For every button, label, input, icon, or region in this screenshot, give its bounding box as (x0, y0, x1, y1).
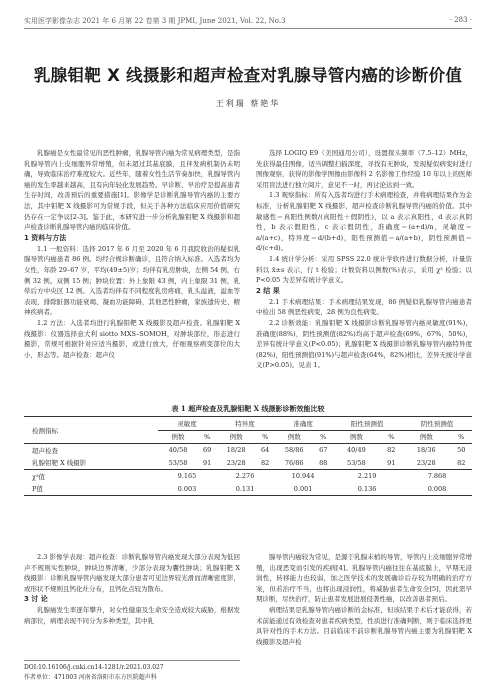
table-cell: 0.008 (402, 483, 472, 496)
intro-paragraph: 乳腺癌是女性最常见的恶性肿瘤，乳腺导管内癌为常见病理类型，是指乳腺导管内上皮细胞异常增殖，但未超过其基底膜，且伴发病机制仍未明确，导致临床治疗难度较大。近些年，随着女性生活节奏加快，乳腺导管内癌的发生率越来越高，且有向年轻化发展趋势。早诊断、早治疗是提高患者生存时间，改善预后的重要措施[1]。影像学是诊断乳腺导管内癌的主要方法，其中钼靶 X 线摄影可为常规手段，但关于各种方法临床应用价值研究仍存在一定争议[2-3]。鉴于此，本研究进一步分析乳腺钼靶 X 线摄影和超声检查诊断乳腺导管内癌的临床价值。 (24, 149, 240, 232)
subheader: 例数 (158, 430, 198, 444)
subheader: 例数 (402, 430, 450, 444)
table-cell: 58/86 (284, 446, 304, 455)
table-cell: 0.001 (274, 483, 332, 496)
pathology-result-paragraph: 2.1 手术病理结果：手术病理结果发现，86 例疑似乳腺导管内癌患者中检出 58 例恶性病变，28 例为良性病变。 (256, 297, 472, 317)
observation-paragraph: 1.3 观察指标：所有入选者均进行手术病理检查，并将病理结果作为金标准，分析乳腺钼靶 X 线摄影，超声检查诊断乳腺导管内癌的价值。其中敏感性＝真阳性例数/(真阳性＋假阴性)，以 a 表示真阳性，d 表示真阴性，b 表示假阳性，c 表示假阴性，准确度＝(a+d)/n，灵敏度＝a/(a+c)，特异度＝d/(b+d)，阳性预测值＝a/(a+b)，阴性预测值＝d/(c+d)。 (256, 191, 472, 253)
subheader: 例数 (332, 430, 380, 444)
table-cell: 76/86 (274, 457, 314, 470)
subheader: % (450, 430, 472, 444)
table-cell: 23/28 (402, 457, 450, 470)
page-number: · 283 · (449, 16, 472, 24)
table-cell: 40/58 (168, 446, 188, 455)
group-header: 阳性预测值 (332, 417, 402, 431)
section-heading-discussion: 3 讨 论 (24, 595, 48, 604)
article-title: 乳腺钼靶 X 线摄影和超声检查对乳腺导管内癌的诊断价值 (33, 66, 463, 85)
row-label: P值 (24, 483, 158, 496)
efficacy-paragraph: 2.2 诊断效能：乳腺钼靶 X 线摄影诊断乳腺导管内癌灵敏度(91%)，准确度(88%)，阴性预测值(82%)均高于超声检查(69%，67%，50%)，差异有统计学意义(P<0.05)；乳腺钼靶 X 线摄影诊断乳腺导管内癌特异度(82%)，阳性预测值(91%)与超声检查(64%，82%)相比，差异无统计学意义(P>0.05)。见表 1。 (256, 318, 472, 370)
footnote (24, 660, 240, 683)
table-row (24, 444, 472, 457)
table-cell: 50 (457, 446, 466, 455)
table-cell: 82 (387, 446, 396, 455)
table-cell: 64 (261, 446, 270, 455)
table-cell: 82 (256, 457, 274, 470)
discussion-paragraph: 乳腺癌发生率逐年攀升，对女性健康及生命安全造成较大威胁，根据发病部位，病理表现不同分为多种类型，其中乳 (24, 606, 240, 625)
row-label: 超声检查 (32, 446, 58, 455)
subheader: 例数 (274, 430, 314, 444)
group-header: 灵敏度 (158, 417, 216, 431)
row-header: 检测指标 (24, 417, 158, 444)
body-column-right-top (256, 148, 472, 386)
body-column-left-bottom (24, 552, 240, 662)
table-cell: 0.003 (158, 483, 216, 496)
table-cell: 67 (319, 446, 328, 455)
subheader: 例数 (216, 430, 256, 444)
affiliation: 作者单位：471003 河南省洛阳市东方医院超声科 (24, 674, 157, 681)
row-label: 乳腺钼靶 X 线摄影 (24, 457, 158, 470)
subheader: % (381, 430, 402, 444)
efficacy-table (24, 416, 472, 496)
table-cell: 0.131 (216, 483, 274, 496)
table-cell: 53/58 (332, 457, 380, 470)
table-cell: 2.276 (235, 472, 255, 481)
table-cell: 53/58 (158, 457, 198, 470)
table-caption: 表 1 超声检查及乳腺钼靶 X 线摄影诊断效能比较 (171, 404, 325, 413)
group-header: 阴性预测值 (402, 417, 472, 431)
section-heading-results: 2 结 果 (256, 286, 280, 295)
table-row (24, 470, 472, 483)
table-row (24, 457, 472, 470)
body-column-right-bottom (256, 552, 472, 680)
doi: DOI:10.16106/j.cnki.cn14-1281/r.2021.03.027 (24, 664, 164, 671)
table-cell: 18/28 (226, 446, 246, 455)
table-cell: 91 (381, 457, 402, 470)
methods-paragraph: 1.2 方法：入选者均进行乳腺钼靶 X 线摄影及超声检查。乳腺钼靶 X 线摄影：仪器选择意大利 siotto MXS–SOMOH，对肿块部位，形态进行摄影，常规可根据针对应适当摄影，或进行放大，仔细观察病变部位的大小，形态等。超声检查：超声仪 (24, 318, 240, 359)
table-cell: 88 (314, 457, 332, 470)
general-data-paragraph: 1.1 一般资料：选择 2017 年 6 月至 2020 年 6 月我院收治的疑似乳腺导管内癌患者 86 例。均经合规诊断确诊，且符合纳入标准。入选者均为女性，年龄 29–67 岁，平均(49±5)岁；均伴有乳房肿块，左侧 54 例，右侧 32 例。双侧 15 例；肿块位置：外上象限 43 例，内上象限 31 例，乳晕后方中央区 12 例。入选者均伴有不同程度乳房疼痛，乳头溢液，溢血等表现，排除脏器功能衰竭、凝血功能障碍，其他恶性肿瘤，家族遗传史、精神疾病者。 (24, 244, 240, 317)
subheader: % (198, 430, 216, 444)
table-cell: 69 (202, 446, 212, 455)
table-cell: 9.165 (177, 472, 197, 481)
table-cell: 82 (450, 457, 472, 470)
table-cell: 40/49 (347, 446, 366, 455)
table-cell: 2.219 (357, 472, 377, 481)
table-row (24, 483, 472, 496)
table-cell: 18/36 (416, 446, 436, 455)
section-heading-methods: 1 资料与方法 (24, 233, 67, 242)
group-header: 准确度 (274, 417, 332, 431)
table-cell: 0.136 (332, 483, 402, 496)
table-cell: 23/28 (216, 457, 256, 470)
imaging-paragraph: 2.3 影像学表现：超声检查：诊断乳腺导管内癌发现大部分表现为低回声不规则实性肿块，肿块边界清晰，少部分表现为囊性肿块；乳腺钼靶 X 线摄影：诊断乳腺导管内癌发现大部分患者可见边界较光滑而清晰密度影，或形状不规则且钙化灶分布，且钙化点较为散布。 (24, 553, 240, 593)
row-label: χ²值 (32, 472, 46, 481)
running-header (24, 14, 472, 29)
table-cell: 10.944 (291, 472, 315, 481)
group-header: 特异度 (216, 417, 274, 431)
discussion-cont-paragraph: 腺导管内癌较为常见，是源于乳腺末梢的导管，导管内上皮细胞异常增殖，出现恶变而引发的疾病[4]。乳腺导管内癌往往在基底膜上，早期无浸润性，转移能力也较弱，加之医学技术的发展确诊后存较为明确的治疗方案，但若治疗不当，也将出现浸润性，将威胁患者生命安全[5]，因此需早期诊断，尽快治疗，防止患者发展进展侵袭性癌，以改善患者预后。 (256, 553, 472, 604)
author-list: 王利瑞 蔡艳华 (215, 99, 281, 108)
subheader: % (314, 430, 332, 444)
subheader: % (256, 430, 274, 444)
table-cell: 91 (198, 457, 216, 470)
discussion-paragraph-2: 病理结果是乳腺导管内癌诊断的金标准，但该结果手术后才能获得，若术前能通过有效检查对患者疾病类型，性质进行准确判断，则于临床选择更具针对性的手术方法。目前临床不前诊断乳腺导管内癌主要为乳腺钼靶 X 线摄影及超声检 (256, 605, 472, 646)
methods-cont-paragraph: 选择 LOGIQ E9（美国通用公司），设置探头频率（7.5–12）MHz，先获得最佳图像，适当调整扫描深度，寻找有无肿块，发现疑似病变时进行图像观察，获得的影像学图像由影像科 2 名影像工作经验 10 年以上的医师采用盲法进行独立阅片，意见不一时，再讨论达到一致。 (256, 149, 472, 189)
table-cell: 7.868 (427, 472, 447, 481)
body-column-left-top (24, 148, 240, 386)
journal-info: 实用医学影像杂志 2021 年 6 月第 22 卷第 3 期 JPMI, June 2021, Vol. 22, No.3 (24, 17, 286, 25)
statistics-paragraph: 1.4 统计学分析：采用 SPSS 22.0 统计学软件进行数据分析，计量资料以 x̄±s 表示，行 t 检验；计数资料以例数(%)表示，采用 χ² 检验；以 P<0.05 为差异有统计学意义。 (256, 254, 472, 285)
